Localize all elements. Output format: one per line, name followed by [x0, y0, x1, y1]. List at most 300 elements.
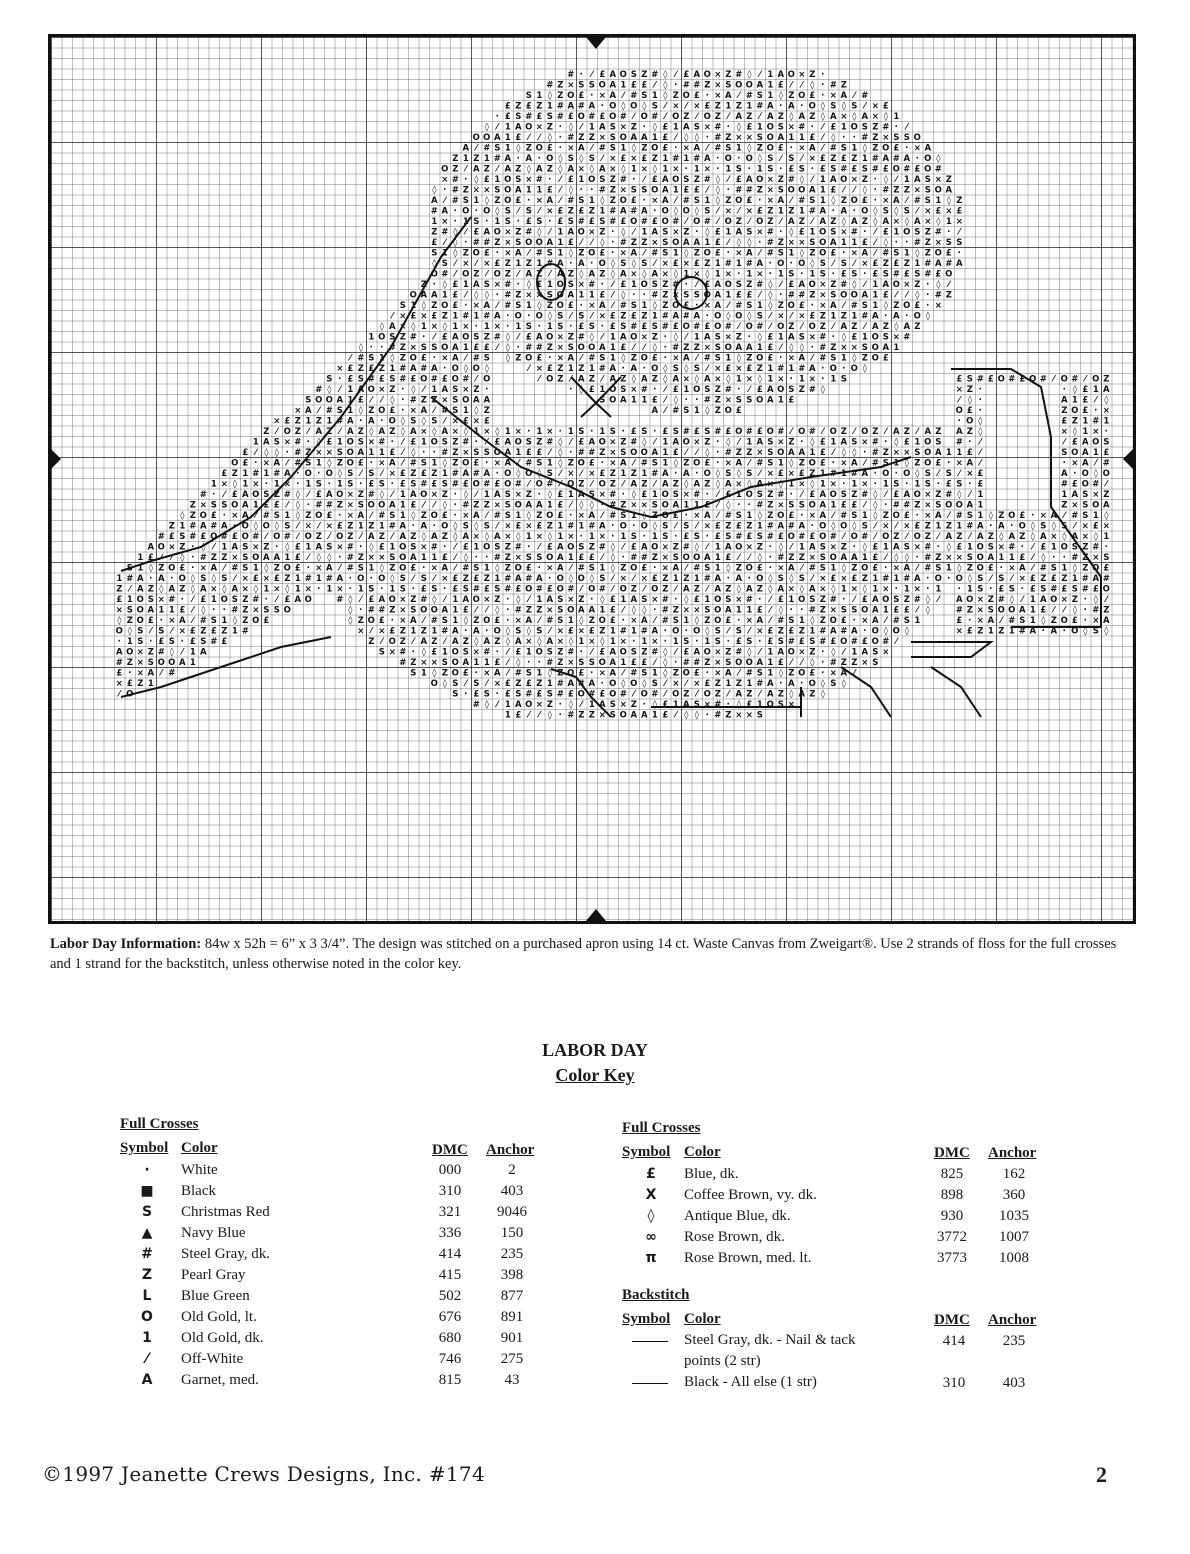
- stitch-symbol: O: [998, 375, 1005, 385]
- stitch-symbol: #: [872, 459, 879, 469]
- stitch-symbol: ·: [601, 459, 604, 469]
- dmc-number: 414: [420, 1246, 480, 1267]
- stitch-symbol: ·: [265, 595, 268, 605]
- stitch-symbol: ×: [714, 91, 721, 101]
- stitch-symbol: S: [830, 102, 836, 112]
- stitch-symbol: ⁄: [589, 648, 595, 658]
- stitch-symbol: ◊: [548, 711, 553, 721]
- stitch-symbol: O: [725, 280, 732, 290]
- stitch-symbol: O: [609, 396, 616, 406]
- stitch-symbol: Z: [557, 669, 563, 679]
- stitch-symbol: ◊: [558, 459, 563, 469]
- stitch-symbol: 1: [767, 648, 773, 658]
- stitch-symbol: ×: [809, 511, 816, 521]
- stitch-symbol: #: [578, 448, 585, 458]
- stitch-symbol: ×: [515, 490, 522, 500]
- stitch-symbol: O: [662, 217, 669, 227]
- stitch-symbol: ·: [706, 711, 709, 721]
- stitch-symbol: A: [736, 459, 743, 469]
- stitch-symbol: ·: [727, 123, 730, 133]
- stitch-symbol: Z: [599, 228, 605, 238]
- stitch-symbol: ×: [714, 81, 721, 91]
- stitch-symbol: #: [158, 532, 165, 542]
- stitch-symbol: #: [557, 690, 564, 700]
- stitch-symbol: S: [232, 595, 238, 605]
- stitch-symbol: ×: [473, 186, 480, 196]
- stitch-symbol: ·: [622, 490, 625, 500]
- stitch-symbol: ·: [632, 175, 635, 185]
- stitch-symbol: Z: [883, 511, 889, 521]
- stitch-symbol: Z: [1082, 543, 1088, 553]
- stitch-symbol: Z: [452, 448, 458, 458]
- stitch-symbol: £: [610, 312, 616, 322]
- stitch-symbol: A: [505, 438, 512, 448]
- stitch-symbol: ◊: [411, 322, 416, 332]
- stitch-symbol: ·: [454, 490, 457, 500]
- stitch-symbol: ×: [599, 532, 606, 542]
- stitch-symbol: ×: [567, 469, 574, 479]
- stitch-symbol: £: [683, 301, 689, 311]
- stitch-symbol: 1: [641, 228, 647, 238]
- stitch-symbol: O: [914, 532, 921, 542]
- stitch-symbol: ⁄: [799, 81, 805, 91]
- stitch-symbol: ⁄: [726, 690, 732, 700]
- stitch-symbol: ◊: [800, 585, 805, 595]
- stitch-symbol: Z: [946, 175, 952, 185]
- stitch-symbol: ×: [557, 343, 564, 353]
- stitch-symbol: Z: [410, 595, 416, 605]
- stitch-symbol: #: [914, 238, 921, 248]
- stitch-symbol: ·: [643, 291, 646, 301]
- stitch-symbol: #: [882, 637, 889, 647]
- stitch-symbol: A: [557, 259, 564, 269]
- stitch-symbol: ⁄: [516, 207, 522, 217]
- stitch-symbol: ×: [462, 322, 469, 332]
- stitch-symbol: A: [148, 543, 155, 553]
- stitch-symbol: ⁄: [474, 490, 480, 500]
- stitch-symbol: £: [620, 343, 626, 353]
- stitch-symbol: Z: [956, 532, 962, 542]
- stitch-symbol: ·: [128, 669, 131, 679]
- stitch-symbol: S: [767, 165, 773, 175]
- stitch-symbol: ·: [779, 228, 782, 238]
- stitch-symbol: #: [704, 175, 711, 185]
- stitch-symbol: 1: [1103, 532, 1109, 542]
- stitch-symbol: £: [799, 637, 805, 647]
- stitch-symbol: ◊: [779, 91, 784, 101]
- stitch-symbol: ·: [590, 259, 593, 269]
- stitch-symbol: 1: [337, 438, 343, 448]
- stitch-symbol: A: [704, 553, 711, 563]
- stitch-symbol: 1: [547, 679, 553, 689]
- stitch-symbol: £: [515, 522, 521, 532]
- stitch-symbol: S: [410, 417, 416, 427]
- stitch-symbol: 1: [589, 291, 595, 301]
- stitch-symbol: ×: [1019, 574, 1026, 584]
- stitch-symbol: A: [389, 501, 396, 511]
- stitch-symbol: Z: [925, 249, 931, 259]
- stitch-symbol: ·: [475, 553, 478, 563]
- stitch-symbol: ×: [914, 543, 921, 553]
- stitch-symbol: ◊: [579, 270, 584, 280]
- stitch-symbol: ◊: [884, 112, 889, 122]
- stitch-symbol: S: [431, 417, 437, 427]
- stitch-symbol: £: [830, 123, 836, 133]
- stitch-symbol: O: [725, 217, 732, 227]
- stitch-symbol: S: [473, 679, 479, 689]
- stitch-symbol: O: [924, 154, 931, 164]
- stitch-symbol: ◊: [653, 123, 658, 133]
- stitch-symbol: 1: [715, 564, 721, 574]
- stitch-symbol: Z: [589, 616, 595, 626]
- stitch-symbol: 1: [295, 574, 301, 584]
- stitch-symbol: ⁄: [484, 679, 490, 689]
- stitch-symbol: ·: [433, 280, 436, 290]
- anchor-number: 901: [482, 1330, 542, 1351]
- stitch-symbol: 1: [662, 154, 668, 164]
- stitch-symbol: A: [631, 133, 638, 143]
- stitch-symbol: ×: [494, 459, 501, 469]
- stitch-symbol: ·: [307, 438, 310, 448]
- stitch-symbol: O: [788, 70, 795, 80]
- stitch-symbol: ◊: [611, 543, 616, 553]
- stitch-symbol: ⁄: [789, 81, 795, 91]
- stitch-symbol: ◊: [705, 627, 710, 637]
- stitch-symbol: ◊: [852, 522, 857, 532]
- cross-stitch-chart: [48, 34, 1136, 924]
- stitch-symbol: ◊: [516, 532, 521, 542]
- stitch-symbol: S: [526, 322, 532, 332]
- stitch-symbol: Z: [988, 532, 994, 542]
- stitch-symbol: Z: [715, 112, 721, 122]
- stitch-symbol: 1: [862, 154, 868, 164]
- stitch-symbol: ×: [525, 291, 532, 301]
- stitch-symbol: ◊: [1010, 595, 1015, 605]
- stitch-symbol: ·: [538, 490, 541, 500]
- stitch-symbol: 1: [851, 480, 857, 490]
- stitch-symbol: O: [693, 217, 700, 227]
- stitch-symbol: Z: [179, 585, 185, 595]
- stitch-symbol: S: [662, 228, 668, 238]
- backstitch-line-steel-gray: [632, 1341, 668, 1342]
- stitch-symbol: Z: [421, 511, 427, 521]
- stitch-symbol: ◊: [737, 354, 742, 364]
- stitch-symbol: Z: [484, 574, 490, 584]
- stitch-symbol: 1: [242, 469, 248, 479]
- stitch-symbol: ·: [223, 606, 226, 616]
- stitch-symbol: ·: [674, 658, 677, 668]
- stitch-symbol: S: [589, 81, 595, 91]
- stitch-symbol: ⁄: [253, 511, 259, 521]
- stitch-symbol: ·: [926, 585, 929, 595]
- stitch-symbol: S: [988, 606, 994, 616]
- stitch-symbol: ◊: [726, 501, 731, 511]
- stitch-symbol: £: [1051, 574, 1057, 584]
- stitch-symbol: Z: [998, 511, 1004, 521]
- stitch-symbol: ◊: [506, 343, 511, 353]
- stitch-symbol: £: [862, 637, 868, 647]
- stitch-symbol: ⁄: [852, 186, 858, 196]
- stitch-symbol: 1: [557, 249, 563, 259]
- stitch-symbol: O: [851, 291, 858, 301]
- stitch-symbol: #: [462, 438, 469, 448]
- stitch-symbol: #: [746, 595, 753, 605]
- stitch-symbol: O: [830, 553, 837, 563]
- stitch-symbol: 1: [652, 91, 658, 101]
- stitch-symbol: O: [767, 427, 774, 437]
- stitch-symbol: ⁄: [463, 679, 469, 689]
- stitch-symbol: £: [631, 81, 637, 91]
- stitch-symbol: ◊: [117, 616, 122, 626]
- stitch-symbol: Z: [295, 427, 301, 437]
- stitch-symbol: S: [221, 501, 227, 511]
- stitch-symbol: ◊: [653, 522, 658, 532]
- stitch-symbol: £: [704, 459, 710, 469]
- stitch-symbol: ·: [485, 459, 488, 469]
- stitch-symbol: S: [536, 459, 542, 469]
- stitch-symbol: ⁄: [789, 196, 795, 206]
- stitch-symbol: £: [515, 585, 521, 595]
- stitch-symbol: 1: [463, 343, 469, 353]
- stitch-symbol: £: [694, 595, 700, 605]
- stitch-symbol: ·: [653, 564, 656, 574]
- stitch-symbol: 1: [400, 501, 406, 511]
- stitch-symbol: ◊: [579, 616, 584, 626]
- stitch-symbol: ⁄: [904, 532, 910, 542]
- stitch-symbol: #: [767, 532, 774, 542]
- stitch-symbol: A: [421, 291, 428, 301]
- stitch-symbol: ⁄: [673, 133, 679, 143]
- stitch-symbol: S: [389, 511, 395, 521]
- stitch-symbol: ·: [454, 511, 457, 521]
- stitch-symbol: ◊: [558, 154, 563, 164]
- stitch-symbol: A: [683, 700, 690, 710]
- stitch-symbol: £: [767, 637, 773, 647]
- stitch-symbol: #: [1019, 627, 1026, 637]
- stitch-symbol: A: [757, 259, 764, 269]
- stitch-symbol: ·: [443, 186, 446, 196]
- stitch-symbol: #: [588, 690, 595, 700]
- stitch-symbol: Z: [200, 627, 206, 637]
- stitch-symbol: ◊: [873, 490, 878, 500]
- stitch-symbol: ◊: [558, 448, 563, 458]
- stitch-symbol: £: [326, 438, 332, 448]
- left-header-anchor: Anchor: [486, 1142, 534, 1159]
- stitch-symbol: A: [505, 165, 512, 175]
- stitch-symbol: Z: [179, 543, 185, 553]
- stitch-symbol: ·: [884, 312, 887, 322]
- stitch-symbol: A: [631, 711, 638, 721]
- stitch-symbol: O: [651, 364, 658, 374]
- stitch-symbol: S: [883, 207, 889, 217]
- stitch-symbol: A: [757, 658, 764, 668]
- stitch-symbol: S: [358, 501, 364, 511]
- stitch-symbol: ⁄: [516, 459, 522, 469]
- stitch-symbol: £: [547, 144, 553, 154]
- stitch-symbol: ·: [370, 574, 373, 584]
- stitch-symbol: O: [756, 354, 763, 364]
- stitch-symbol: #: [1061, 480, 1068, 490]
- stitch-symbol: #: [704, 574, 711, 584]
- stitch-symbol: A: [725, 480, 732, 490]
- stitch-symbol: ×: [620, 123, 627, 133]
- symbol-icon: A: [122, 1372, 172, 1393]
- stitch-symbol: S: [757, 490, 763, 500]
- stitch-symbol: ·: [317, 585, 320, 595]
- stitch-symbol: ⁄: [526, 480, 532, 490]
- stitch-symbol: O: [840, 175, 847, 185]
- stitch-symbol: O: [620, 648, 627, 658]
- stitch-symbol: Z: [788, 669, 794, 679]
- stitch-symbol: ·: [769, 259, 772, 269]
- stitch-symbol: S: [599, 175, 605, 185]
- stitch-symbol: Z: [788, 207, 794, 217]
- stitch-symbol: £: [620, 217, 626, 227]
- stitch-symbol: S: [389, 333, 395, 343]
- stitch-symbol: #: [651, 291, 658, 301]
- dmc-number: 3773: [922, 1250, 982, 1271]
- stitch-symbol: S: [872, 648, 878, 658]
- stitch-symbol: O: [872, 343, 879, 353]
- stitch-symbol: #: [420, 480, 427, 490]
- stitch-symbol: S: [127, 606, 133, 616]
- symbol-icon: X: [626, 1187, 676, 1208]
- stitch-symbol: O: [410, 354, 417, 364]
- stitch-symbol: £: [557, 511, 563, 521]
- stitch-symbol: ·: [485, 627, 488, 637]
- stitch-symbol: A: [1103, 501, 1110, 511]
- stitch-symbol: £: [316, 490, 322, 500]
- stitch-symbol: ·: [433, 448, 436, 458]
- stitch-symbol: #: [483, 648, 490, 658]
- stitch-symbol: ×: [735, 595, 742, 605]
- stitch-symbol: ◊: [611, 553, 616, 563]
- stitch-symbol: 1: [421, 322, 427, 332]
- stitch-symbol: ×: [945, 207, 952, 217]
- stitch-symbol: A: [610, 70, 617, 80]
- stitch-symbol: Z: [883, 448, 889, 458]
- stitch-symbol: ⁄: [285, 459, 291, 469]
- stitch-symbol: ◊: [653, 343, 658, 353]
- stitch-symbol: S: [778, 700, 784, 710]
- stitch-symbol: A: [893, 196, 900, 206]
- stitch-symbol: O: [1008, 511, 1015, 521]
- stitch-symbol: Z: [494, 637, 500, 647]
- stitch-symbol: A: [883, 280, 890, 290]
- stitch-symbol: 1: [704, 637, 710, 647]
- stitch-symbol: 1: [872, 301, 878, 311]
- stitch-symbol: ×: [693, 679, 700, 689]
- stitch-symbol: Z: [746, 690, 752, 700]
- stitch-symbol: ⁄: [978, 438, 984, 448]
- stitch-symbol: £: [767, 343, 773, 353]
- stitch-symbol: ×: [830, 543, 837, 553]
- stitch-symbol: £: [904, 270, 910, 280]
- stitch-symbol: Z: [431, 228, 437, 238]
- color-name: Blue, dk.: [684, 1166, 739, 1187]
- stitch-symbol: 1: [253, 564, 259, 574]
- stitch-symbol: O: [1061, 543, 1068, 553]
- stitch-symbol: #: [945, 259, 952, 269]
- stitch-symbol: ×: [651, 238, 658, 248]
- stitch-symbol: A: [694, 648, 701, 658]
- stitch-symbol: #: [641, 553, 648, 563]
- stitch-symbol: S: [715, 354, 721, 364]
- right-header-anchor: Anchor: [988, 1145, 1036, 1162]
- dmc-number: 898: [922, 1187, 982, 1208]
- stitch-symbol: O: [1092, 438, 1099, 448]
- stitch-symbol: 1: [883, 543, 889, 553]
- stitch-symbol: ◊: [695, 207, 700, 217]
- stitch-symbol: S: [305, 396, 311, 406]
- stitch-symbol: ×: [956, 627, 963, 637]
- stitch-symbol: £: [1019, 511, 1025, 521]
- stitch-symbol: S: [1040, 522, 1046, 532]
- stitch-symbol: A: [1072, 532, 1079, 542]
- stitch-symbol: O: [473, 133, 480, 143]
- stitch-symbol: Z: [148, 648, 154, 658]
- stitch-symbol: #: [294, 438, 301, 448]
- stitch-symbol: #: [798, 123, 805, 133]
- stitch-symbol: 1: [631, 511, 637, 521]
- stitch-symbol: ×: [252, 606, 259, 616]
- stitch-symbol: #: [1103, 574, 1110, 584]
- page-number: 2: [1096, 1462, 1107, 1488]
- stitch-symbol: £: [935, 459, 941, 469]
- stitch-symbol: ×: [546, 207, 553, 217]
- stitch-symbol: ◊: [821, 385, 826, 395]
- stitch-symbol: S: [841, 259, 847, 269]
- stitch-symbol: S: [379, 480, 385, 490]
- stitch-symbol: S: [631, 648, 637, 658]
- stitch-symbol: #: [620, 690, 627, 700]
- stitch-symbol: ⁄: [190, 616, 196, 626]
- stitch-symbol: #: [809, 207, 816, 217]
- stitch-symbol: ×: [809, 553, 816, 563]
- stitch-symbol: Z: [536, 270, 542, 280]
- stitch-symbol: ·: [758, 196, 761, 206]
- stitch-symbol: ◊: [863, 585, 868, 595]
- stitch-symbol: S: [589, 490, 595, 500]
- stitch-symbol: 1: [599, 427, 605, 437]
- stitch-symbol: ×: [1071, 501, 1078, 511]
- color-name: Navy Blue: [181, 1225, 246, 1246]
- stitch-symbol: S: [515, 690, 521, 700]
- stitch-symbol: ◊: [884, 301, 889, 311]
- stitch-symbol: O: [977, 543, 984, 553]
- stitch-symbol: £: [820, 438, 826, 448]
- stitch-symbol: A: [988, 616, 995, 626]
- stitch-symbol: O: [1071, 448, 1078, 458]
- stitch-symbol: 1: [757, 165, 763, 175]
- stitch-symbol: 1: [578, 637, 584, 647]
- stitch-symbol: ⁄: [432, 501, 438, 511]
- stitch-symbol: 1: [757, 700, 763, 710]
- stitch-symbol: O: [158, 543, 165, 553]
- stitch-symbol: ×: [704, 522, 711, 532]
- stitch-symbol: ⁄: [799, 658, 805, 668]
- stitch-symbol: ·: [149, 574, 152, 584]
- stitch-symbol: A: [778, 522, 785, 532]
- stitch-symbol: O: [557, 574, 564, 584]
- backstitch-header-color: Color: [684, 1311, 721, 1328]
- stitch-symbol: S: [925, 480, 931, 490]
- stitch-symbol: ⁄: [568, 375, 574, 385]
- stitch-symbol: 1: [599, 606, 605, 616]
- stitch-symbol: ◊: [569, 249, 574, 259]
- stitch-symbol: A: [137, 585, 144, 595]
- stitch-symbol: A: [1061, 396, 1068, 406]
